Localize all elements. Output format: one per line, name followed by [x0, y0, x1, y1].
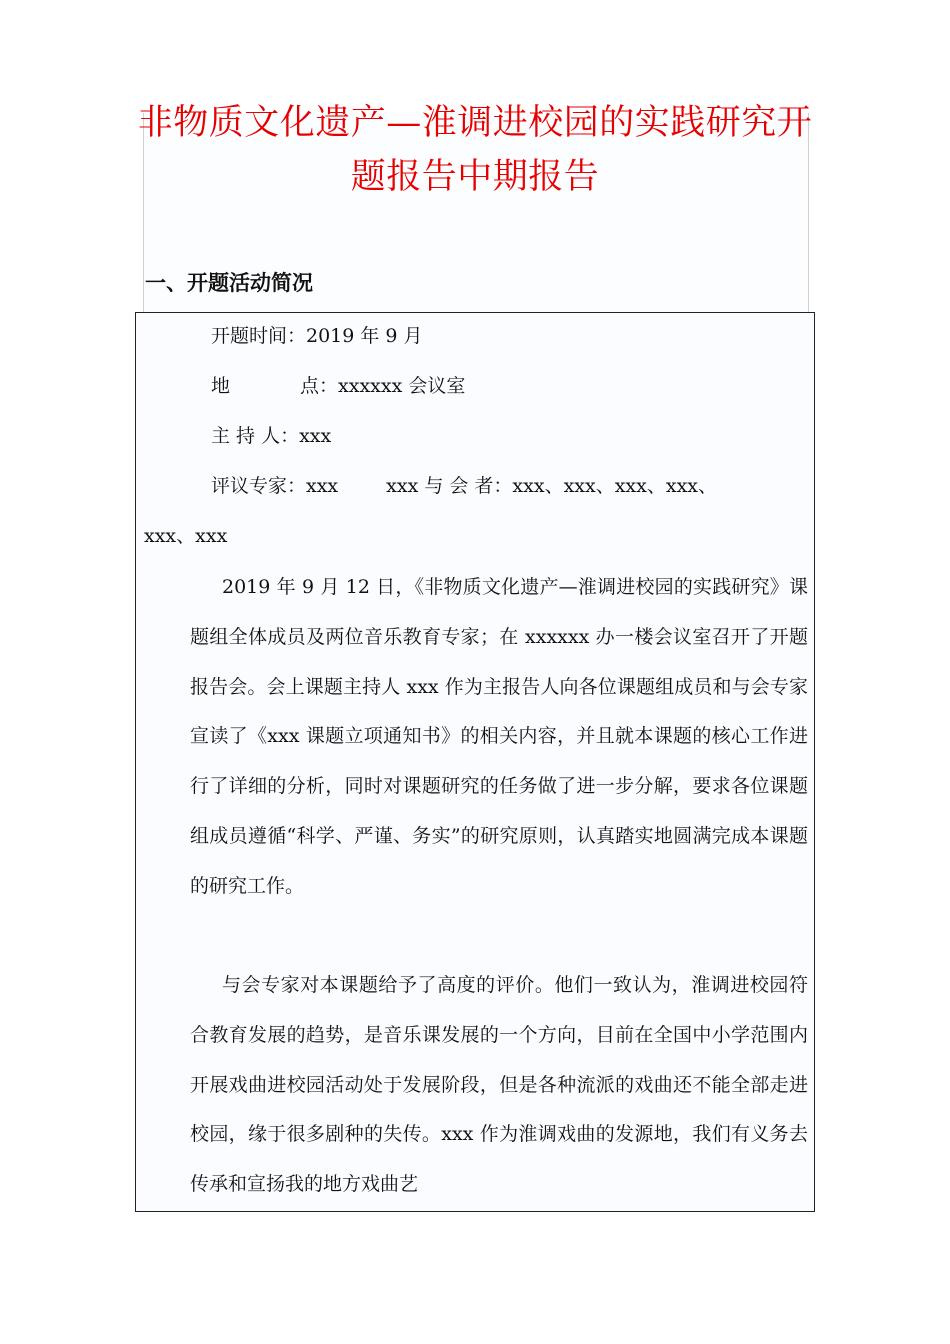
info-experts-value: 评议专家：xxx [211, 475, 339, 497]
info-host: 主 持 人：xxx [211, 425, 332, 447]
info-attendees-head: xxx 与 会 者：xxx、xxx、xxx、xxx、 [386, 475, 718, 497]
paragraph-expert-review: 与会专家对本课题给予了高度的评价。他们一致认为，淮调进校园符合教育发展的趋势，是音乐课发展的一个方向，目前在全国中小学范围内开展戏曲进校园活动处于发展阶段，但是各种流派的戏曲还不能全部走进校园，缘于很多剧种的失传。xxx 作为淮调戏曲的发源地，我们有义务去传承和宣扬我的地方戏曲艺 [190, 974, 808, 1196]
section-heading: 一、开题活动简况 [145, 270, 313, 295]
info-time: 开题时间：2019 年 9 月 [211, 325, 423, 347]
paragraph-opening-meeting: 2019 年 9 月 12 日，《非物质文化遗产—淮调进校园的实践研究》课题组全体成员及两位音乐教育专家；在 xxxxxx 办一楼会议室召开了开题报告会。会上课题主持人 xxx 作为主报告人向各位课题组成员和与会专家宣读了《xxx 课题立项通知书》的相关内容，并且就本课题的核心工作进行了详细的分析，同时对课题研究的任务做了进一步分解，要求各位课题组成员遵循“科学、严谨、务实”的研究原则，认真踏实地圆满完成本课题的研究工作。 [190, 576, 808, 897]
info-attendees-tail: xxx、xxx [144, 525, 228, 547]
info-place-value: 点：xxxxxx 会议室 [300, 375, 466, 397]
document-title: 非物质文化遗产—淮调进校园的实践研究开题报告中期报告 [137, 103, 813, 197]
content-box [135, 312, 815, 1212]
info-place-label: 地 [211, 375, 231, 397]
info-experts [211, 471, 717, 501]
info-place [211, 371, 465, 401]
